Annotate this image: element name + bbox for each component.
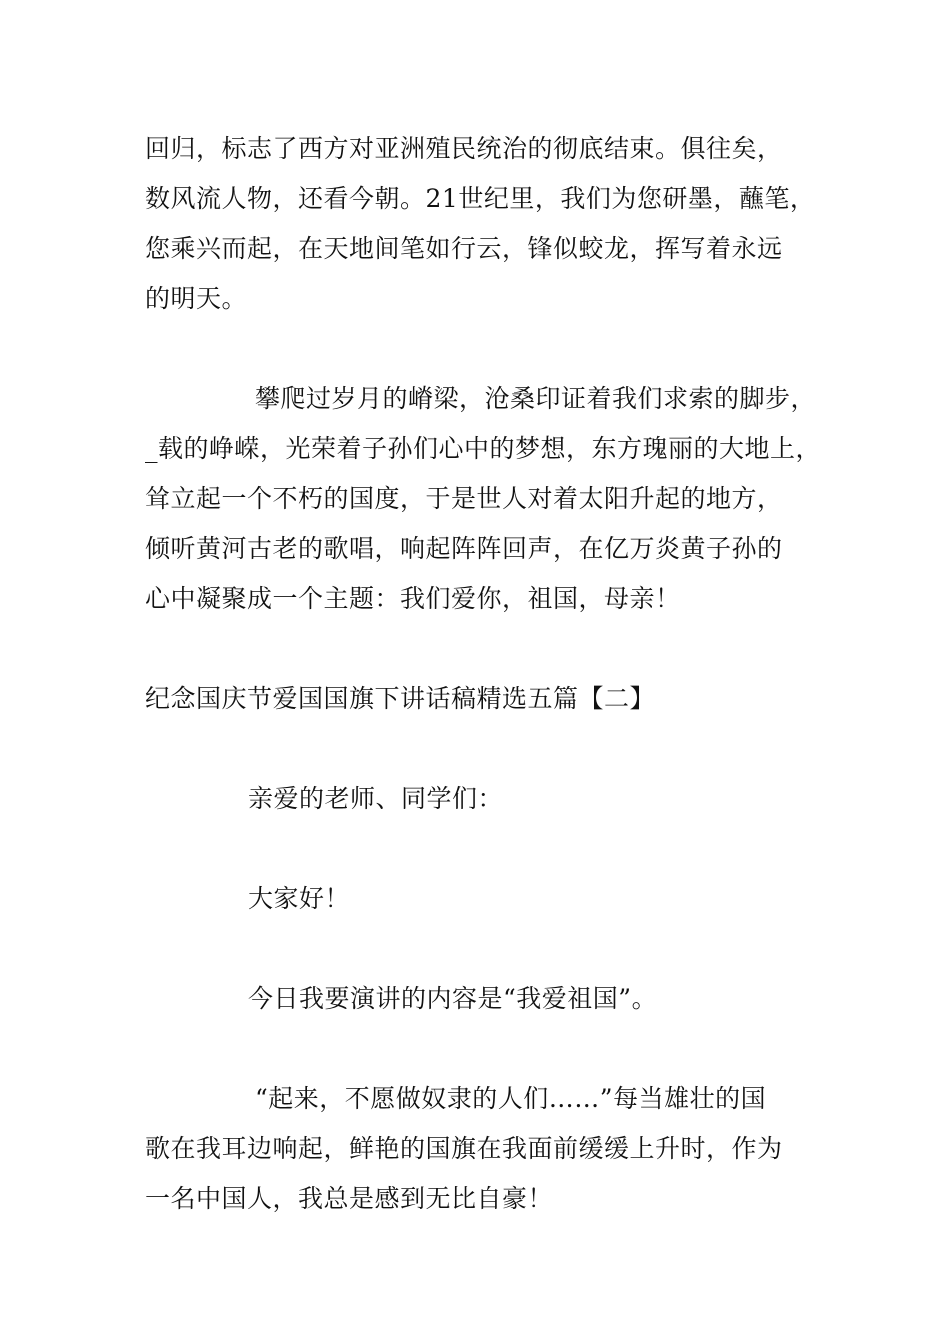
paragraph-1-line-3: 您乘兴而起，在天地间笔如行云，锋似蛟龙，挥写着永远 [145, 234, 783, 263]
paragraph-1-line-4: 的明天。 [145, 284, 248, 313]
paragraph-3-line-1: “起来，不愿做奴隶的人们……”每当雄壮的国 [255, 1084, 767, 1113]
paragraph-1-line-2: 数风流人物，还看今朝。21世纪里，我们为您研墨，蘸笔， [145, 184, 816, 213]
paragraph-1-line-1: 回归，标志了西方对亚洲殖民统治的彻底结束。俱往矣， [145, 134, 783, 163]
paragraph-3-line-2: 歌在我耳边响起，鲜艳的国旗在我面前缓缓上升时，作为 [145, 1134, 783, 1163]
paragraph-2-line-2: _载的峥嵘，光荣着子孙们心中的梦想，东方瑰丽的大地上， [145, 434, 822, 463]
paragraph-2-line-4: 倾听黄河古老的歌唱，响起阵阵回声，在亿万炎黄子孙的 [145, 534, 783, 563]
paragraph-3-line-3: 一名中国人，我总是感到无比自豪！ [145, 1184, 554, 1213]
paragraph-2-line-1: 攀爬过岁月的嵴梁，沧桑印证着我们求索的脚步， [255, 384, 817, 413]
paragraph-2-line-5: 心中凝聚成一个主题：我们爱你，祖国，母亲！ [145, 584, 681, 613]
paragraph-2-line-3: 耸立起一个不朽的国度，于是世人对着太阳升起的地方， [145, 484, 783, 513]
section-title: 纪念国庆节爱国国旗下讲话稿精选五篇【二】 [145, 684, 656, 713]
topic-line: 今日我要演讲的内容是“我爱祖国”。 [248, 984, 658, 1013]
hello-line: 大家好！ [248, 884, 351, 913]
greeting: 亲爱的老师、同学们： [248, 784, 504, 813]
